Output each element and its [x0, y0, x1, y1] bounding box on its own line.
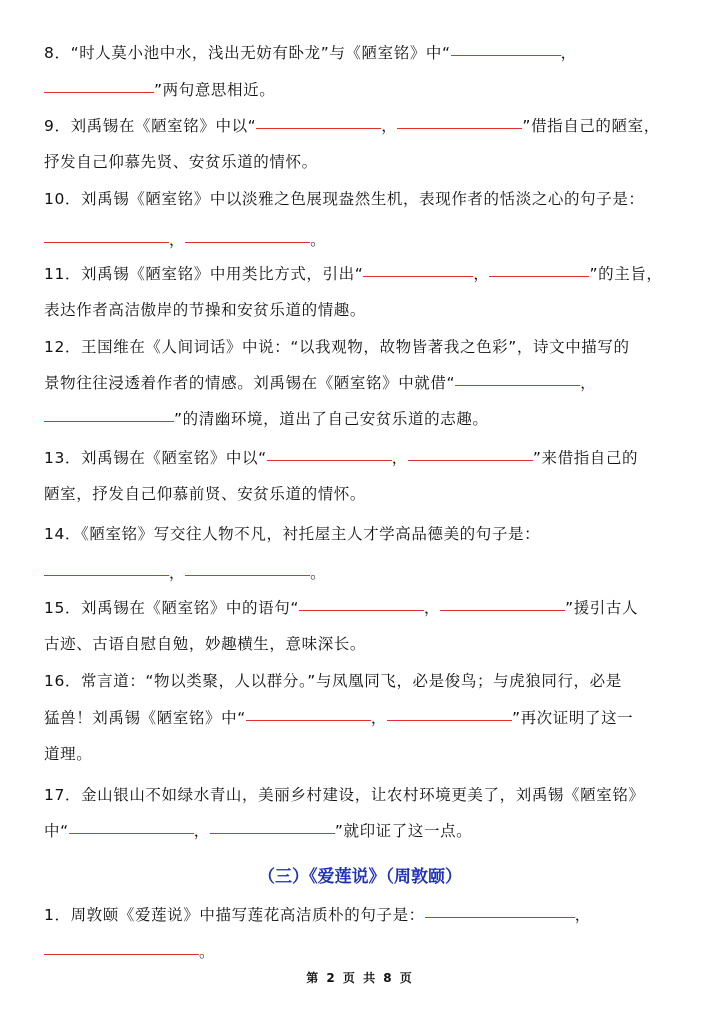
question-15-line-1 — [44, 593, 638, 623]
answer-blank[interactable] — [44, 953, 199, 955]
answer-blank[interactable] — [69, 832, 194, 834]
question-text: ， — [169, 564, 186, 582]
question-text: ， — [391, 449, 408, 467]
question-text: 景物往往浸透着作者的情感。刘禹锡在《陋室铭》中就借“ — [44, 374, 456, 392]
question-16-line-2 — [44, 703, 633, 733]
question-text: ， — [370, 709, 387, 727]
section-question-1-line-1 — [44, 900, 591, 930]
question-text: 王国维在《人间词话》中说：“以我观物，故物皆著我之色彩”，诗文中描写的 — [81, 338, 630, 356]
answer-blank[interactable] — [185, 241, 310, 243]
question-number: 1． — [44, 906, 71, 924]
answer-blank[interactable] — [267, 459, 392, 461]
answer-blank[interactable] — [44, 241, 169, 243]
question-number: 9． — [44, 117, 71, 135]
answer-blank[interactable] — [455, 384, 580, 386]
question-17-line-2 — [44, 816, 472, 846]
section-title: （三）《爱莲说》（周敦颐） — [258, 867, 462, 887]
question-text: 金山银山不如绿水青山，美丽乡村建设，让农村环境更美了，刘禹锡《陋室铭》 — [81, 786, 645, 804]
question-text: ”借指自己的陋室， — [522, 117, 660, 135]
section-question-1-line-2 — [44, 937, 215, 967]
question-number: 14． — [44, 525, 82, 543]
answer-blank[interactable] — [451, 54, 561, 56]
question-text: ”的清幽环境，道出了自己安贫乐道的志趣。 — [174, 410, 489, 428]
question-number: 11． — [44, 265, 82, 283]
question-10-line-1 — [44, 184, 645, 214]
question-text: ”的主旨， — [589, 265, 663, 283]
answer-blank[interactable] — [44, 91, 154, 93]
question-9-line-1 — [44, 111, 660, 141]
question-text: 。 — [310, 564, 327, 582]
page-footer: 第 2 页 共 8 页 — [306, 971, 414, 985]
answer-blank[interactable] — [246, 719, 371, 721]
question-text: ”再次证明了这一 — [511, 709, 634, 727]
question-14-line-1 — [44, 519, 540, 549]
question-text: 古迹、古语自慰自勉，妙趣横生，意味深长。 — [44, 635, 367, 653]
question-text: 猛兽！刘禹锡《陋室铭》中“ — [44, 709, 246, 727]
question-12-line-1 — [44, 332, 630, 362]
answer-blank[interactable] — [440, 609, 565, 611]
answer-blank[interactable] — [397, 127, 522, 129]
question-text: ， — [580, 374, 597, 392]
question-number: 10． — [44, 190, 82, 208]
question-text: 刘禹锡在《陋室铭》中的语句“ — [81, 599, 299, 617]
question-text: 刘禹锡在《陋室铭》中以“ — [70, 117, 257, 135]
answer-blank[interactable] — [408, 459, 533, 461]
question-text: 《陋室铭》写交往人物不凡，衬托屋主人才学高品德美的句子是： — [81, 525, 541, 543]
answer-blank[interactable] — [256, 127, 381, 129]
question-text: 周敦颐《爱莲说》中描写莲花高洁质朴的句子是： — [70, 906, 425, 924]
question-text: 。 — [199, 943, 216, 961]
question-16-line-3 — [44, 739, 92, 769]
answer-blank[interactable] — [44, 420, 174, 422]
question-text: ， — [423, 599, 441, 617]
answer-blank[interactable] — [299, 609, 424, 611]
question-10-line-2 — [44, 225, 326, 255]
question-text: 刘禹锡《陋室铭》中用类比方式，引出“ — [81, 265, 364, 283]
question-8-line-1 — [44, 38, 577, 68]
question-number: 13． — [44, 449, 82, 467]
question-text: ， — [473, 265, 490, 283]
answer-blank[interactable] — [387, 719, 512, 721]
question-text: 道理。 — [44, 745, 93, 763]
question-number: 12． — [44, 338, 82, 356]
question-11-line-1 — [44, 259, 663, 289]
question-17-line-1 — [44, 780, 645, 810]
answer-blank[interactable] — [363, 275, 473, 277]
question-9-line-2 — [44, 147, 318, 177]
question-8-line-2 — [44, 75, 275, 105]
answer-blank[interactable] — [425, 916, 575, 918]
question-text: ， — [574, 906, 591, 924]
question-13-line-2 — [44, 479, 366, 509]
question-text: ， — [560, 44, 577, 62]
question-text: ”就印证了这一点。 — [334, 822, 473, 840]
question-text: ”两句意思相近。 — [154, 81, 276, 99]
question-text: ”援引古人 — [565, 599, 639, 617]
question-text: “时人莫小池中水，浅出无妨有卧龙”与《陋室铭》中“ — [70, 44, 451, 62]
question-text: 抒发自己仰慕先贤、安贫乐道的情怀。 — [44, 153, 318, 171]
question-text: ”来借指自己的 — [532, 449, 639, 467]
question-14-line-2 — [44, 558, 326, 588]
question-11-line-2 — [44, 295, 366, 325]
answer-blank[interactable] — [489, 275, 589, 277]
question-text: ， — [169, 231, 186, 249]
answer-blank[interactable] — [210, 832, 335, 834]
question-text: 常言道：“物以类聚，人以群分。”与凤凰同飞，必是俊鸟；与虎狼同行，必是 — [81, 672, 622, 690]
question-12-line-3 — [44, 404, 489, 434]
question-16-line-1 — [44, 666, 622, 696]
question-text: 陋室，抒发自己仰慕前贤、安贫乐道的情怀。 — [44, 485, 367, 503]
question-text: 中“ — [44, 822, 69, 840]
question-13-line-1 — [44, 443, 638, 473]
answer-blank[interactable] — [185, 574, 310, 576]
question-number: 15． — [44, 599, 82, 617]
question-text: 表达作者高洁傲岸的节操和安贫乐道的情趣。 — [44, 301, 367, 319]
question-text: 刘禹锡在《陋室铭》中以“ — [81, 449, 267, 467]
question-text: ， — [381, 117, 398, 135]
question-text: ， — [193, 822, 210, 840]
question-15-line-2 — [44, 629, 366, 659]
question-number: 16． — [44, 672, 82, 690]
question-text: 刘禹锡《陋室铭》中以淡雅之色展现盎然生机，表现作者的恬淡之心的句子是： — [81, 190, 645, 208]
question-12-line-2 — [44, 368, 596, 398]
question-text: 。 — [310, 231, 327, 249]
question-number: 17． — [44, 786, 82, 804]
answer-blank[interactable] — [44, 574, 169, 576]
question-number: 8． — [44, 44, 71, 62]
